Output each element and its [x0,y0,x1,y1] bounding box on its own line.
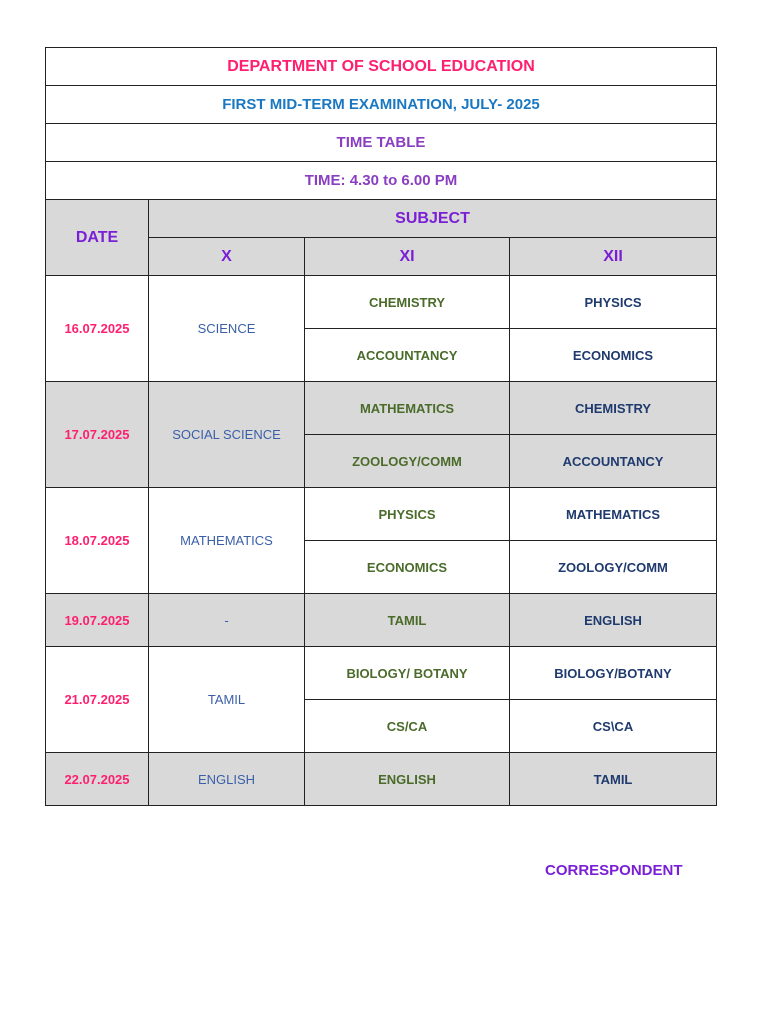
date-cell: 17.07.2025 [46,382,149,488]
class-x-cell: TAMIL [149,647,305,753]
class-xii-cell: ZOOLOGY/COMM [510,541,717,594]
class-x-cell: ENGLISH [149,753,305,806]
date-cell: 18.07.2025 [46,488,149,594]
class-xi-cell: ENGLISH [305,753,510,806]
class-xii-cell: CS\CA [510,700,717,753]
class-xi-cell: TAMIL [305,594,510,647]
class-xii-cell: ENGLISH [510,594,717,647]
class-x-header: X [149,238,305,276]
date-cell: 16.07.2025 [46,276,149,382]
class-xi-cell: ECONOMICS [305,541,510,594]
class-x-cell: - [149,594,305,647]
table-row [46,276,717,329]
table-row [46,647,717,700]
table-row [46,382,717,435]
class-xi-cell: ZOOLOGY/COMM [305,435,510,488]
table-row [46,488,717,541]
date-cell: 19.07.2025 [46,594,149,647]
date-cell: 21.07.2025 [46,647,149,753]
department-title: DEPARTMENT OF SCHOOL EDUCATION [46,48,717,86]
table-row [46,753,717,806]
class-xii-cell: MATHEMATICS [510,488,717,541]
class-xi-cell: CS/CA [305,700,510,753]
class-xi-cell: PHYSICS [305,488,510,541]
class-x-cell: SOCIAL SCIENCE [149,382,305,488]
class-xi-cell: ACCOUNTANCY [305,329,510,382]
class-xi-cell: CHEMISTRY [305,276,510,329]
date-cell: 22.07.2025 [46,753,149,806]
exam-title: FIRST MID-TERM EXAMINATION, JULY- 2025 [46,86,717,124]
correspondent-signature-label: CORRESPONDENT [545,862,683,879]
class-xii-cell: BIOLOGY/BOTANY [510,647,717,700]
class-xii-cell: CHEMISTRY [510,382,717,435]
class-xii-cell: ECONOMICS [510,329,717,382]
timetable [45,47,717,806]
class-xii-cell: ACCOUNTANCY [510,435,717,488]
table-row [46,594,717,647]
class-xii-cell: TAMIL [510,753,717,806]
class-x-cell: SCIENCE [149,276,305,382]
subject-column-header: SUBJECT [149,200,717,238]
class-x-cell: MATHEMATICS [149,488,305,594]
class-xi-header: XI [305,238,510,276]
timetable-title: TIME TABLE [46,124,717,162]
class-xi-cell: BIOLOGY/ BOTANY [305,647,510,700]
class-xii-header: XII [510,238,717,276]
class-xii-cell: PHYSICS [510,276,717,329]
exam-time: TIME: 4.30 to 6.00 PM [46,162,717,200]
class-xi-cell: MATHEMATICS [305,382,510,435]
date-column-header: DATE [46,200,149,276]
